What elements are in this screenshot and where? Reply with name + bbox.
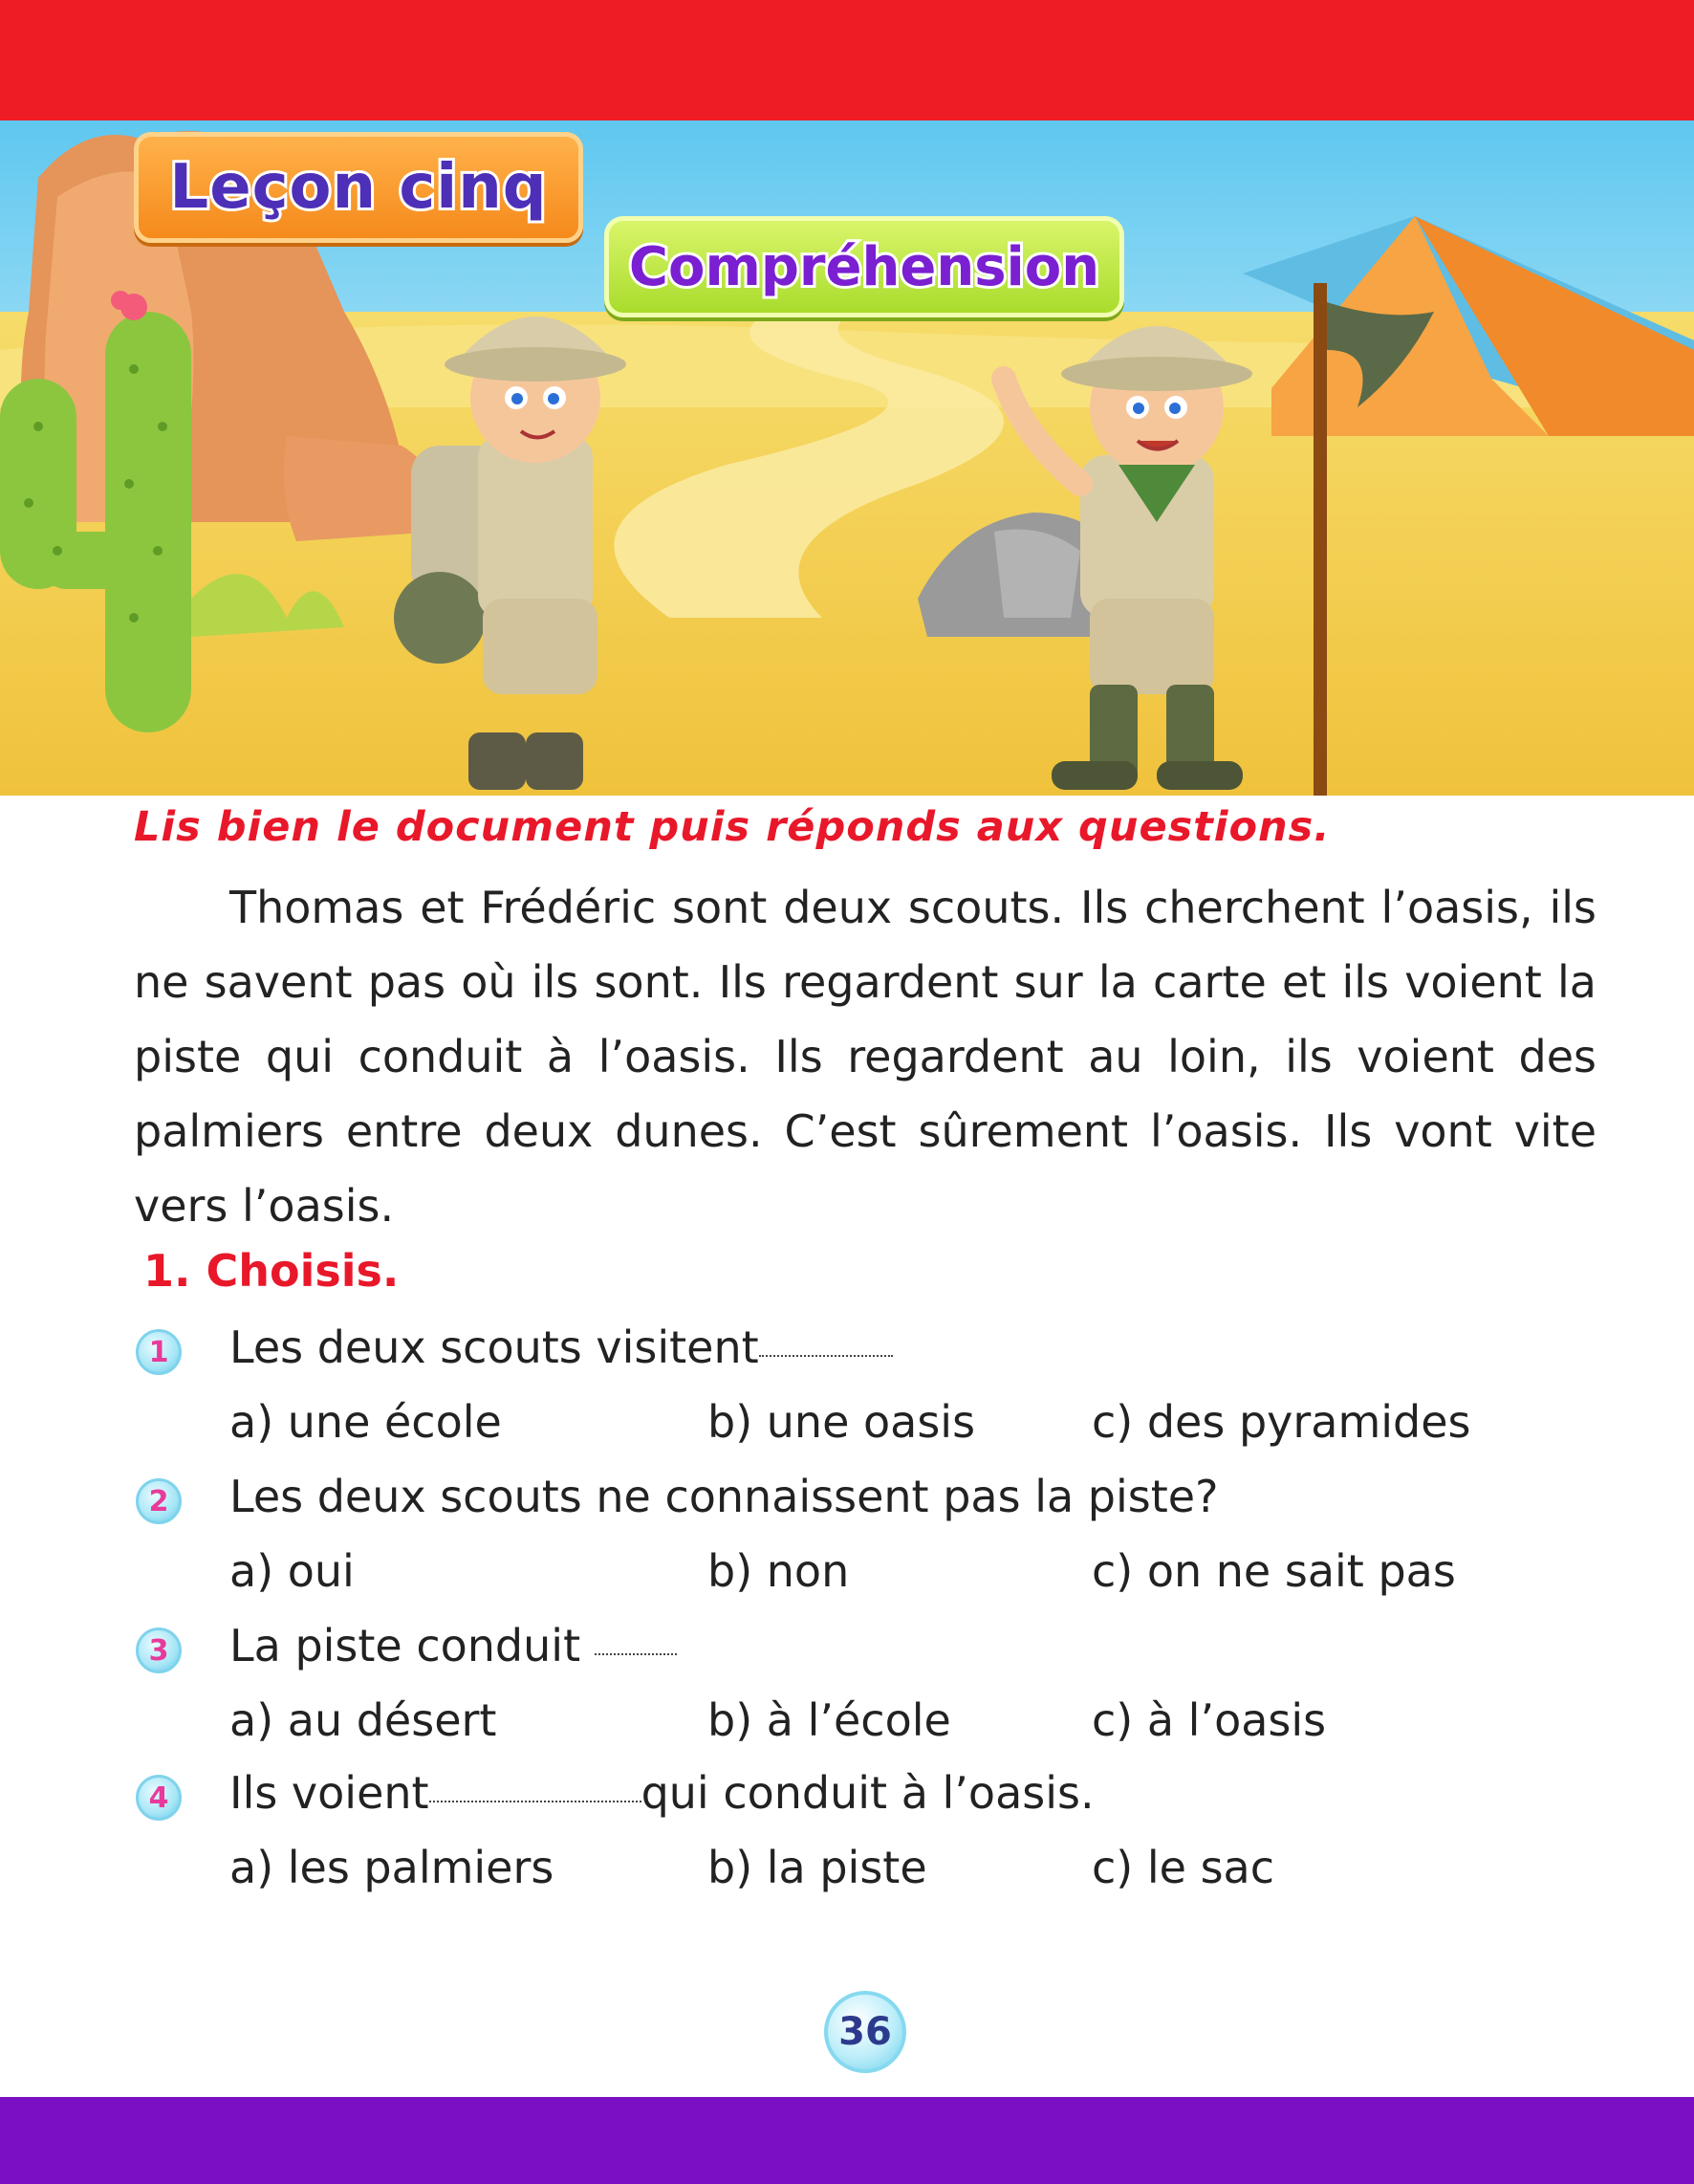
answer-blank[interactable] (759, 1354, 893, 1357)
page-number: 36 (824, 1991, 906, 2073)
bottom-color-bar (0, 2097, 1694, 2184)
question-text (229, 1321, 893, 1373)
question-number-badge: 3 (136, 1627, 182, 1673)
answer-blank[interactable] (429, 1800, 641, 1802)
option-b[interactable]: b) une oasis (707, 1396, 976, 1448)
question-number-badge: 1 (136, 1329, 182, 1375)
instruction-text: Lis bien le document puis réponds aux questions. (134, 803, 1331, 851)
option-b[interactable]: b) à l’école (707, 1694, 951, 1746)
question-text (229, 1767, 1095, 1819)
question-text (229, 1620, 677, 1671)
question-number-badge: 4 (136, 1775, 182, 1821)
option-a[interactable]: a) au désert (229, 1694, 497, 1746)
lesson-title-badge (134, 132, 583, 243)
top-color-bar (0, 0, 1694, 120)
section-badge-label: Compréhension (628, 235, 1100, 298)
option-c[interactable]: c) des pyramides (1092, 1396, 1471, 1448)
passage-text: Thomas et Frédéric sont deux scouts. Ils cherchent l’oasis, ils ne savent pas où ils sont. Ils regardent sur la carte et ils voient la piste qui conduit à l’oasis. Ils regardent au loin, ils voient des palmiers entre deux dunes. C’est sûrement l’oasis. Ils vont vite vers l’oasis. (134, 882, 1596, 1232)
option-c[interactable]: c) on ne sait pas (1092, 1545, 1456, 1597)
lesson-title: Leçon cinq (169, 152, 548, 223)
option-b[interactable]: b) la piste (707, 1842, 927, 1893)
option-a[interactable]: a) oui (229, 1545, 355, 1597)
exercise-title: 1. Choisis. (143, 1245, 400, 1297)
option-a[interactable]: a) les palmiers (229, 1842, 554, 1893)
answer-blank[interactable] (595, 1652, 677, 1655)
option-a[interactable]: a) une école (229, 1396, 502, 1448)
question-number-badge: 2 (136, 1478, 182, 1524)
question-stem: Ils voient (229, 1767, 429, 1819)
option-c[interactable]: c) à l’oasis (1092, 1694, 1327, 1746)
option-c[interactable]: c) le sac (1092, 1842, 1275, 1893)
question-stem-end: qui conduit à l’oasis. (641, 1767, 1095, 1819)
question-text (229, 1471, 1218, 1522)
question-stem: Les deux scouts visitent (229, 1321, 759, 1373)
section-badge (604, 216, 1124, 317)
question-stem: La piste conduit (229, 1620, 595, 1671)
option-b[interactable]: b) non (707, 1545, 850, 1597)
question-stem: Les deux scouts ne connaissent pas la piste? (229, 1471, 1219, 1522)
reading-passage (134, 870, 1596, 1243)
